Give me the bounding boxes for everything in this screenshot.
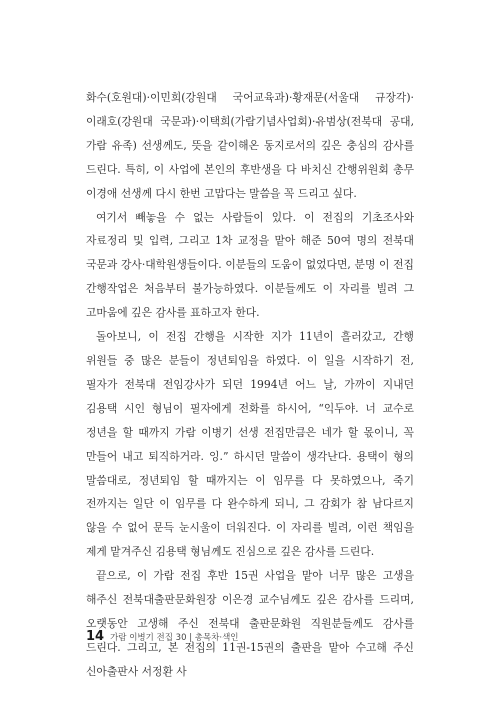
body-text (86, 86, 414, 684)
paragraph: 화수(호원대)·이민희(강원대 국어교육과)·황재문(서울대 규장각)·이래호(강원대 국문과)·이택희(가람기념사업회)·유범상(전북대 공대, 가람 유족) 선생께도, 뜻을 같이해온 동지로서의 깊은 충심의 감사를 드린다. 특히, 이 사업에 본인의 후반생을 다 바치신 간행위원회 총무 이경애 선생께 다시 한번 고맙다는 말씀을 꼭 드리고 싶다. (86, 91, 414, 200)
paragraph: 끝으로, 이 가람 전집 후반 15권 사업을 맡아 너무 많은 고생을 해주신 전북대출판문화원장 이은경 교수님께도 깊은 감사를 드리며, 오랫동안 고생해 주신 전북대 출판문화원 직원분들께도 감사를 드린다. 그리고, 본 전집의 11권-15권의 출판을 맡아 수고해 주신 신아출판사 서정환 사 (86, 569, 414, 678)
page-footer (86, 629, 239, 644)
running-head: 가람 이병기 전집 30 | 총목차·색인 (110, 633, 239, 643)
paragraph: 돌아보니, 이 전집 간행을 시작한 지가 11년이 흘러갔고, 간행 위원들 중 많은 분들이 정년퇴임을 하였다. 이 일을 시작하기 전, 필자가 전북대 전임강사가 되던 1994년 어느 날, 가까이 지내던 김용택 시인 형님이 필자에게 전화를 하시어, “익두야. 너 교수로 정년을 할 때까지 가람 이병기 선생 전집만큼은 네가 할 몫이니, 꼭 만들어 내고 퇴직하거라. 잉.” 하시던 말씀이 생각난다. 용택이 형의 말씀대로, 정년퇴임 할 때까지는 이 임무를 다 못하였으나, 죽기 전까지는 일단 이 임무를 다 완수하게 되니, 그 감회가 참 남다르지 않을 수 없어 문득 눈시울이 더워진다. 이 자리를 빌려, 이런 책임을 제게 맡겨주신 김용택 형님께도 진심으로 깊은 감사를 드린다. (86, 330, 414, 559)
paragraph: 여기서 빼놓을 수 없는 사람들이 있다. 이 전집의 기초조사와 자료정리 및 입력, 그리고 1차 교정을 맡아 해준 50여 명의 전북대 국문과 강사·대학원생들이다. 이분들의 도움이 없었다면, 분명 이 전집 간행작업은 처음부터 불가능하였다. 이분들께도 이 자리를 빌려 그 고마움에 깊은 감사를 표하고자 한다. (86, 210, 414, 320)
page-number: 14 (86, 629, 105, 644)
